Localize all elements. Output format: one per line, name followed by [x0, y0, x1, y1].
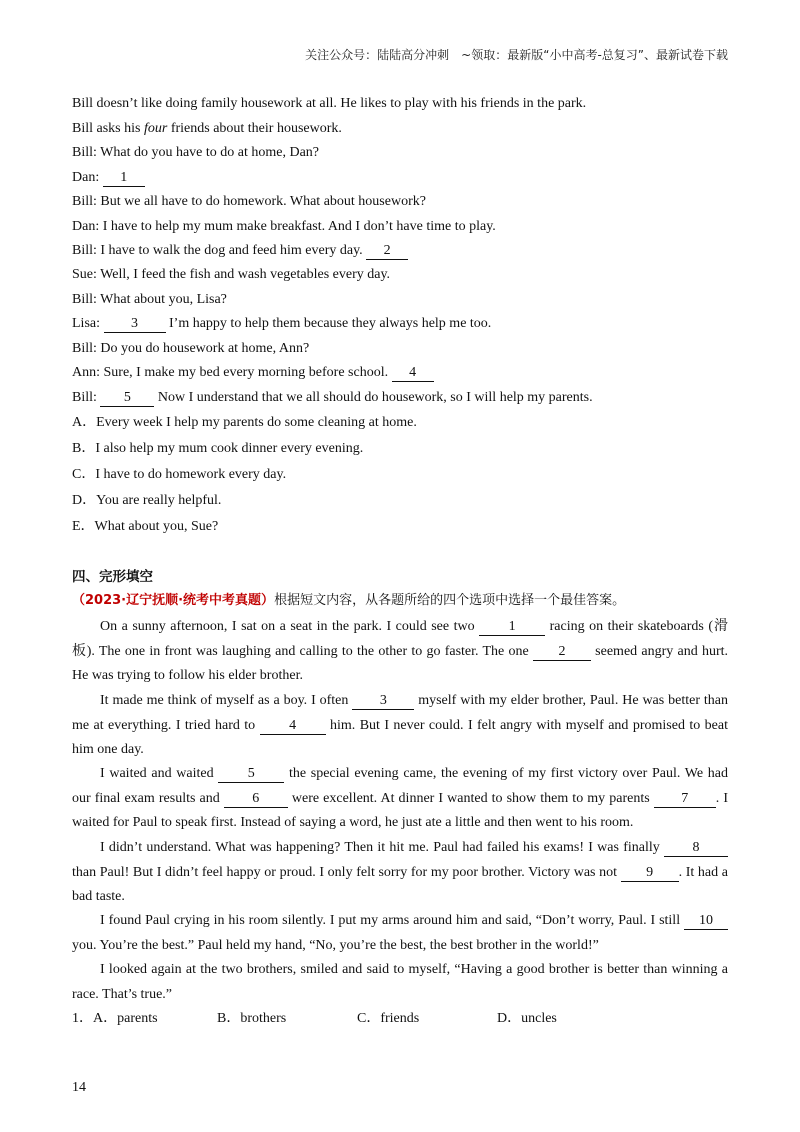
passage-paragraph-3 — [72, 762, 728, 836]
p2-text-a: It made me think of myself as a boy. I often — [100, 693, 353, 708]
section-heading: 四、完形填空 — [72, 569, 153, 585]
dialogue-line-3: Bill: But we all have to do homework. What about housework? — [72, 194, 426, 209]
intro-line-1: Bill doesn’t like doing family housework at all. He likes to play with his friends in the park. — [72, 96, 587, 111]
question-1-option-a[interactable]: A．parents — [93, 1011, 158, 1026]
instruction-line — [72, 592, 625, 610]
p4-text-b: than Paul! But I didn’t feel happy or proud. I only felt sorry for my poor brother. Victory was not — [72, 864, 621, 880]
dialogue-line-1: Bill: What do you have to do at home, Dan? — [72, 145, 320, 160]
option-b: B．I also help my mum cook dinner every evening. — [72, 441, 364, 456]
dialogue-line-2 — [72, 169, 145, 187]
cloze-blank-7[interactable]: 7 — [654, 791, 716, 808]
p5-text-a: I found Paul crying in his room silently. I put my arms around him and said, “Don’t worry, Paul. I still — [100, 913, 684, 928]
dialogue-line-5 — [72, 242, 408, 260]
option-e: E．What about you, Sue? — [72, 519, 219, 534]
p1-text-b: racing on their skateboards (滑板). The one in front was laughing and calling to the other to go faster. The one — [72, 619, 728, 659]
p3-text-d: . I waited for Paul to speak first. Instead of saying a word, he just ate a little and then went to his room. — [72, 790, 728, 830]
passage-paragraph-5 — [72, 909, 728, 958]
dialogue-line-4: Dan: I have to help my mum make breakfast. And I don’t have time to play. — [72, 219, 496, 234]
dialogue-line-5-text: Bill: I have to walk the dog and feed him every day. — [72, 243, 367, 258]
intro2-emphasis: four — [143, 121, 168, 136]
lisa-label: Lisa: — [72, 316, 104, 331]
p6-text: I looked again at the two brothers, smiled and said to myself, “Having a good brother is better than winning a race. That’s true.” — [72, 962, 728, 1002]
cloze-blank-1[interactable]: 1 — [479, 619, 545, 636]
option-d: D．You are really helpful. — [72, 493, 222, 508]
intro2-post: friends about their housework. — [167, 121, 342, 136]
option-a: A．Every week I help my parents do some cleaning at home. — [72, 415, 417, 430]
intro-line-2 — [72, 120, 342, 138]
dialogue-blank-4[interactable]: 4 — [392, 365, 434, 382]
question-1-number: 1． — [72, 1011, 93, 1026]
dialogue-blank-2[interactable]: 2 — [366, 243, 408, 260]
dialogue-blank-5[interactable]: 5 — [100, 390, 154, 407]
p3-text-a: I waited and waited — [100, 766, 219, 781]
dialogue-line-10-text: Ann: Sure, I make my bed every morning before school. — [72, 365, 392, 380]
p1-text-a: On a sunny afternoon, I sat on a seat in the park. I could see two — [100, 619, 480, 634]
bill-label: Bill: — [72, 390, 101, 405]
dialogue-line-11 — [72, 389, 593, 407]
dialogue-blank-3[interactable]: 3 — [104, 316, 166, 333]
dialogue-line-8-text: I’m happy to help them because they always help me too. — [165, 316, 492, 331]
p3-text-b: the special evening came, the evening of my first victory over Paul. We had our final exam results and — [72, 766, 728, 806]
p2-text-c: him. But I never could. I felt angry with myself and promised to beat him one day. — [72, 717, 728, 757]
intro2-pre: Bill asks his — [72, 121, 144, 136]
dan-label: Dan: — [72, 170, 103, 185]
passage-paragraph-4 — [72, 836, 728, 910]
page-header: 关注公众号：陆陆高分冲刺 ~领取：最新版“小中高考-总复习”、最新试卷下载 — [305, 48, 728, 62]
dialogue-line-6: Sue: Well, I feed the fish and wash vegetables every day. — [72, 267, 391, 282]
dialogue-blank-1[interactable]: 1 — [103, 170, 145, 187]
cloze-blank-6[interactable]: 6 — [224, 791, 288, 808]
cloze-blank-8[interactable]: 8 — [664, 840, 728, 857]
p5-text-b: you. You’re the best.” Paul held my hand, “No, you’re the best, the best brother in the world!” — [72, 937, 599, 953]
cloze-blank-5[interactable]: 5 — [218, 766, 284, 783]
question-1-option-c[interactable]: C．friends — [357, 1011, 420, 1026]
dialogue-line-11-text: Now I understand that we all should do housework, so I will help my parents. — [154, 390, 593, 405]
passage-paragraph-2 — [72, 689, 728, 763]
cloze-blank-3[interactable]: 3 — [352, 693, 414, 710]
passage-paragraph-6 — [72, 958, 728, 1007]
p3-text-c: were excellent. At dinner I wanted to show them to my parents — [287, 790, 654, 806]
question-1 — [72, 1010, 557, 1028]
question-1-option-d[interactable]: D．uncles — [497, 1011, 557, 1026]
dialogue-line-10 — [72, 364, 434, 382]
passage-paragraph-1 — [72, 615, 728, 689]
p1-text-c: seemed angry and hurt. He was trying to follow his elder brother. — [72, 643, 729, 683]
p4-text-a: I didn’t understand. What was happening? Then it hit me. Paul had failed his exams! I was finally — [100, 840, 664, 855]
question-1-option-b[interactable]: B．brothers — [217, 1011, 287, 1026]
page-number: 14 — [72, 1080, 86, 1095]
dialogue-line-7: Bill: What about you, Lisa? — [72, 292, 227, 307]
cloze-blank-4[interactable]: 4 — [260, 718, 326, 735]
p2-text-b: myself with my elder brother, Paul. He was better than me at everything. I tried hard to — [72, 693, 728, 733]
dialogue-line-9: Bill: Do you do housework at home, Ann? — [72, 341, 310, 356]
instruction-text: 根据短文内容，从各题所给的四个选项中选择一个最佳答案。 — [274, 593, 626, 608]
p4-text-c: . It had a bad taste. — [72, 864, 728, 904]
cloze-blank-9[interactable]: 9 — [621, 865, 679, 882]
dialogue-line-8 — [72, 315, 491, 333]
option-c: C．I have to do homework every day. — [72, 467, 287, 482]
source-tag: （2023·辽宁抚顺·统考中考真题） — [72, 593, 275, 608]
cloze-blank-2[interactable]: 2 — [533, 644, 591, 661]
cloze-blank-10[interactable]: 10 — [684, 913, 728, 930]
